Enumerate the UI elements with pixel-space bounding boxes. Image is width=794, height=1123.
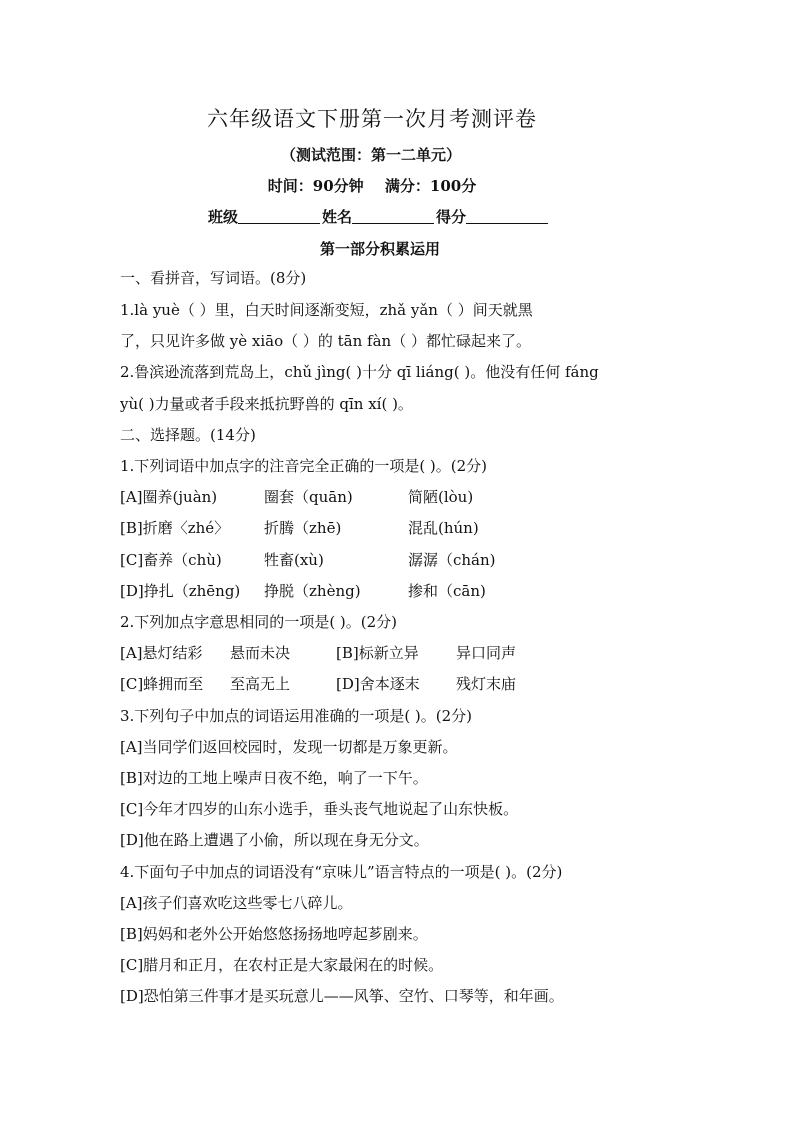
- option[interactable]: [A]圈养(juàn): [120, 488, 218, 506]
- option-word: 折腾（zhē): [264, 519, 342, 537]
- option[interactable]: [B]标新立异: [336, 644, 419, 662]
- q2-s1-question: 1.下列词语中加点字的注音完全正确的一项是( )。(2分): [120, 457, 488, 475]
- q1-line: yù( )力量或者手段来抵抗野兽的 qīn xí( )。: [120, 395, 413, 413]
- class-blank[interactable]: [238, 209, 320, 224]
- q2-s3-question: 3.下列句子中加点的词语运用准确的一项是( )。(2分): [120, 707, 473, 725]
- option[interactable]: [A]悬灯结彩: [120, 644, 203, 662]
- q2-s2-question: 2.下列加点字意思相同的一项是( )。(2分): [120, 613, 398, 631]
- option[interactable]: [D]舍本逐末: [336, 675, 420, 693]
- option-word: 圈套（quān): [264, 488, 353, 506]
- option-word: 挣脱（zhèng): [264, 582, 361, 600]
- mark-label: 得分: [436, 208, 467, 226]
- q2-s4-question: 4.下面句子中加点的词语没有“京味儿”语言特点的一项是( )。(2分): [120, 863, 563, 881]
- name-label: 姓名: [321, 208, 352, 226]
- option[interactable]: [B]妈妈和老外公开始悠悠扬扬地哼起芗剧来。: [120, 925, 428, 943]
- option-word: 异口同声: [456, 644, 517, 662]
- option[interactable]: [A]当同学们返回校园时，发现一切都是万象更新。: [120, 738, 458, 756]
- q2-heading: 二、选择题。(14分): [120, 426, 256, 444]
- option[interactable]: [D]他在路上遭遇了小偷，所以现在身无分文。: [120, 831, 429, 849]
- class-label: 班级: [207, 208, 238, 226]
- exam-time-score: [0, 175, 794, 196]
- option[interactable]: [C]蜂拥而至: [120, 675, 204, 693]
- option[interactable]: [C]畜养（chù): [120, 551, 222, 569]
- q1-heading: 一、看拼音，写词语。(8分): [120, 269, 307, 287]
- time-label: 时间：90分钟: [267, 177, 364, 195]
- student-info-line: [0, 206, 794, 227]
- q1-line: 1.là yuè（ ）里，白天时间逐渐变短，zhǎ yǎn（ ）间天就黑: [120, 301, 533, 319]
- exam-title: 六年级语文下册第一次月考测评卷: [207, 107, 537, 131]
- option[interactable]: [C]腊月和正月，在农村正是大家最闲在的时候。: [120, 956, 444, 974]
- option-word: 悬而未决: [230, 644, 291, 662]
- score-label: 满分：100分: [384, 177, 477, 195]
- mark-blank[interactable]: [466, 209, 548, 224]
- exam-scope: （测试范围：第一二单元）: [280, 146, 461, 164]
- name-blank[interactable]: [352, 209, 434, 224]
- option[interactable]: [D]恐怕第三件事才是买玩意儿——风筝、空竹、口琴等，和年画。: [120, 987, 564, 1005]
- option-word: 掺和（cān): [408, 582, 486, 600]
- option-word: 混乱(hún): [408, 519, 479, 537]
- option-word: 残灯末庙: [456, 675, 517, 693]
- option-word: 至高无上: [230, 675, 291, 693]
- option[interactable]: [B]折磨〈zhé〉: [120, 519, 230, 537]
- q1-line: 了，只见许多做 yè xiāo（ ）的 tān fàn（ ）都忙碌起来了。: [120, 332, 531, 350]
- option[interactable]: [A]孩子们喜欢吃这些零七八碎儿。: [120, 894, 353, 912]
- option[interactable]: [C]今年才四岁的山东小选手，垂头丧气地说起了山东快板。: [120, 800, 519, 818]
- option-word: 牲畜(xù): [264, 551, 324, 569]
- option[interactable]: [D]挣扎（zhēng): [120, 582, 241, 600]
- part1-title: 第一部分积累运用: [319, 240, 440, 258]
- option-word: 简陋(lòu): [408, 488, 474, 506]
- option[interactable]: [B]对边的工地上噪声日夜不绝，响了一下午。: [120, 769, 428, 787]
- option-word: 潺潺（chán): [408, 551, 496, 569]
- q1-line: 2.鲁滨逊流落到荒岛上，chǔ jìng( )十分 qī liáng( )。他没有任何 fáng: [120, 363, 599, 381]
